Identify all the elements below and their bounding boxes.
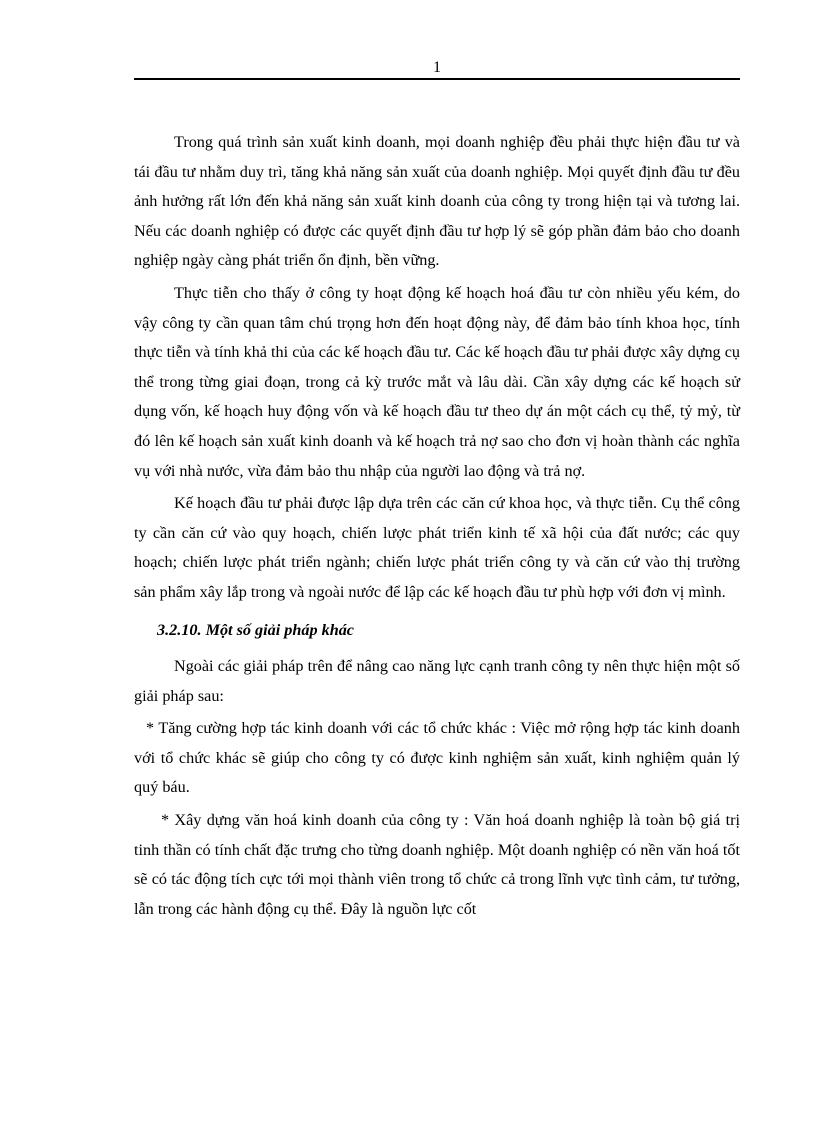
section-heading: 3.2.10. Một số giải pháp khác [157, 620, 354, 639]
bullet-business-culture: * Xây dựng văn hoá kinh doanh của công ty : Văn hoá doanh nghiệp là toàn bộ giá trị tinh thần có tính chất đặc trưng cho từng doanh nghiệp. Một doanh nghiệp có nền văn hoá tốt sẽ có tác động tích cực tới mọi thành viên trong tổ chức cả trong lĩnh vực tình cảm, tư tưởng, lẫn trong các hành động cụ thể. Đây là nguồn lực cốt [134, 811, 740, 918]
page-number: 1 [433, 59, 441, 76]
paragraph-investment-decisions: Trong quá trình sản xuất kinh doanh, mọi doanh nghiệp đều phải thực hiện đầu tư và tái đầu tư nhằm duy trì, tăng khả năng sản xuất của doanh nghiệp. Mọi quyết định đầu tư đều ảnh hưởng rất lớn đến khả năng sản xuất kinh doanh của công ty trong hiện tại và tương lai. Nếu các doanh nghiệp có được các quyết định đầu tư hợp lý sẽ góp phần đảm bảo cho doanh nghiệp ngày càng phát triển ổn định, bền vững. [134, 133, 740, 270]
bullet-business-cooperation: * Tăng cường hợp tác kinh doanh với các tổ chức khác : Việc mở rộng hợp tác kinh doanh với tổ chức khác sẽ giúp cho công ty có được kinh nghiệm sản xuất, kinh nghiệm quản lý quý báu. [134, 719, 740, 797]
header-rule [134, 78, 740, 80]
paragraph-other-solutions: Ngoài các giải pháp trên để nâng cao năng lực cạnh tranh công ty nên thực hiện một số giải pháp sau: [134, 657, 740, 705]
paragraph-plan-basis: Kế hoạch đầu tư phải được lập dựa trên các căn cứ khoa học, và thực tiễn. Cụ thể công ty cần căn cứ vào quy hoạch, chiến lược phát triển kinh tế xã hội của đất nước; các quy hoạch; chiến lược phát triển ngành; chiến lược phát triển công ty và căn cứ vào thị trường sản phẩm xây lắp trong và ngoài nước để lập các kế hoạch đầu tư phù hợp với đơn vị mình. [134, 494, 740, 601]
paragraph-investment-planning: Thực tiễn cho thấy ở công ty hoạt động kế hoạch hoá đầu tư còn nhiều yếu kém, do vậy công ty cần quan tâm chú trọng hơn đến hoạt động này, để đảm bảo tính khoa học, tính thực tiễn và tính khả thi của các kế hoạch đầu tư. Các kế hoạch đầu tư phải được xây dựng cụ thể trong từng giai đoạn, trong cả kỳ trước mắt và lâu dài. Cần xây dựng các kế hoạch sử dụng vốn, kế hoạch huy động vốn và kế hoạch đầu tư theo dự án một cách cụ thể, tỷ mỷ, từ đó lên kế hoạch sản xuất kinh doanh và kế hoạch trả nợ sao cho đơn vị hoàn thành các nghĩa vụ với nhà nước, vừa đảm bảo thu nhập của người lao động và trả nợ. [134, 283, 740, 480]
body-text [134, 128, 740, 927]
